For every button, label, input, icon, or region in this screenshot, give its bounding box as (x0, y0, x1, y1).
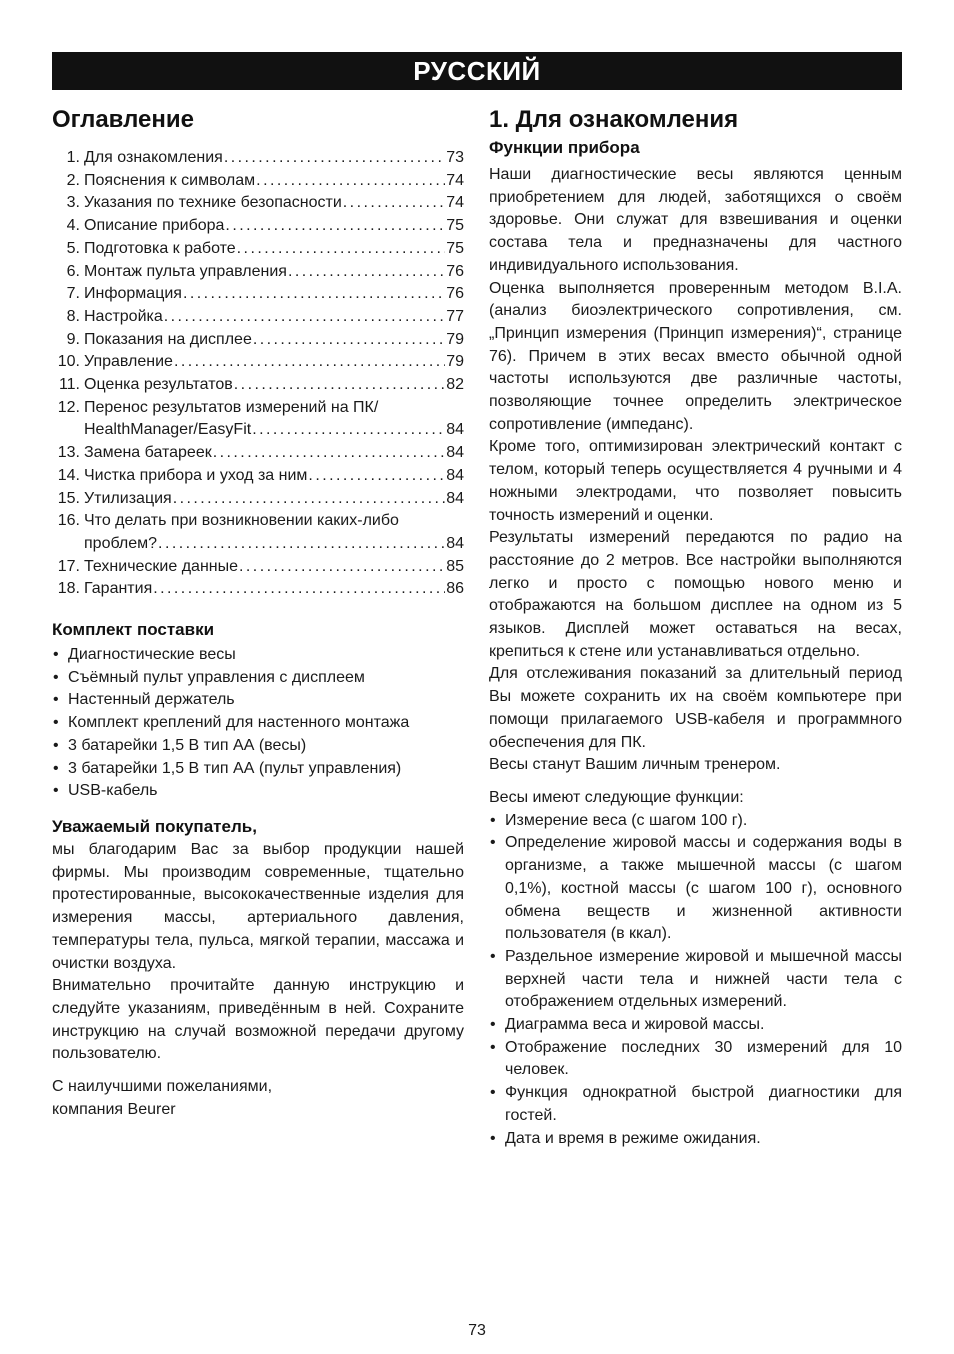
toc-item-page: 79 (446, 353, 464, 371)
right-column (489, 104, 902, 1150)
toc-item[interactable] (52, 147, 464, 170)
toc-item[interactable] (52, 283, 464, 306)
toc-item-label-cont: HealthManager/EasyFit (84, 421, 252, 439)
paragraph: Кроме того, оптимизирован электрический контакт с телом, который теперь осуществляется 4 ручными и 4 ножными электродами, что позволяет повысить точность измерений и оценки. (489, 438, 902, 524)
toc-item-page: 85 (446, 557, 464, 575)
list-item: • Отображение последних 30 измерений для 10 человек. (489, 1037, 902, 1082)
features-list (489, 810, 902, 1151)
toc-item-label: Монтаж пульта управления (84, 262, 287, 280)
toc-dot-leader (288, 261, 445, 284)
list-item: • Определение жировой массы и содержания воды в организме, а также мышечной массы (с шагом 0,1%), костной массы (с шагом 100 г), основного обмена веществ и жизненной активности пользователя (в ккал). (489, 832, 902, 946)
toc-dot-leader (153, 578, 445, 601)
paragraph: Оценка выполняется проверенным методом B.I.A. (анализ биоэлектрического сопротивления, см. „Принцип измерения (Принцип измерения)“, странице 76). Причем в этих весах вместо обычной одной частоты используются две различные частоты, позволяющие точнее определить электрическое сопротивление (импеданс). (489, 279, 902, 433)
toc-item[interactable] (52, 397, 464, 420)
toc-item-page: 76 (446, 262, 464, 280)
toc-item-label: Что делать при возникновении каких-либо (84, 512, 399, 530)
toc-item[interactable] (52, 374, 464, 397)
toc-item-page: 86 (446, 580, 464, 598)
toc-item-label: Замена батареек (84, 444, 212, 462)
toc-item[interactable] (52, 465, 464, 488)
toc-item-number: 7. (66, 285, 80, 303)
toc-dot-leader (343, 192, 445, 215)
list-item: • Функция однократной быстрой диагностики для гостей. (489, 1082, 902, 1127)
toc-dot-leader (308, 465, 445, 488)
toc-dot-leader (256, 170, 445, 193)
toc-dot-leader (224, 147, 445, 170)
toc-item-label: Перенос результатов измерений на ПК/ (84, 398, 379, 416)
toc-item-page: 75 (446, 239, 464, 257)
toc-item-number: 17. (57, 557, 80, 575)
toc-dot-leader (237, 238, 446, 261)
list-item: • Съёмный пульт управления с дисплеем (52, 667, 464, 690)
section-subtitle: Функции прибора (489, 138, 640, 157)
toc-item-page: 84 (446, 444, 464, 462)
toc-item[interactable] (52, 351, 464, 374)
toc-item-page: 84 (446, 489, 464, 507)
list-item: • Раздельное измерение жировой и мышечной массы верхней части тела и нижней части тела с отображением отдельных измерений. (489, 946, 902, 1014)
toc-item-continuation[interactable] (52, 533, 464, 556)
toc-item-label: Технические данные (84, 557, 239, 575)
toc-item-page: 79 (446, 330, 464, 348)
toc-item-number: 13. (57, 444, 80, 462)
toc-item-number: 11. (58, 376, 80, 394)
toc-item[interactable] (52, 238, 464, 261)
list-item: • 3 батарейки 1,5 В тип АА (пульт управления) (52, 758, 464, 781)
toc-item-label: Для ознакомления (84, 149, 223, 166)
toc-item-page: 75 (446, 217, 464, 235)
toc-item[interactable] (52, 578, 464, 601)
toc-item-label-cont: проблем? (84, 534, 158, 552)
toc-item-label: Пояснения к символам (84, 171, 256, 189)
toc-item[interactable] (52, 261, 464, 284)
customer-paragraph: Внимательно прочитайте данную инструкцию и следуйте указаниям, приведённым в ней. Сохраните инструкцию на случай возможной передачи другому пользователю. (52, 977, 464, 1063)
toc-item-label: Указания по технике безопасности (84, 194, 342, 212)
toc-item[interactable] (52, 170, 464, 193)
toc-item-number: 1. (66, 149, 80, 166)
toc-item-number: 12. (57, 398, 80, 416)
list-item: • Диагностические весы (52, 644, 464, 667)
toc-item-label: Гарантия (84, 580, 153, 598)
toc-item-page: 76 (446, 285, 464, 303)
left-column (52, 104, 464, 1121)
toc-dot-leader (164, 306, 445, 329)
toc-item[interactable] (52, 329, 464, 352)
toc-item[interactable] (52, 192, 464, 215)
toc-item-label: Подготовка к работе (84, 239, 236, 257)
toc-dot-leader (158, 533, 445, 556)
toc-item-number: 6. (66, 262, 80, 280)
toc-item-label: Описание прибора (84, 217, 225, 235)
toc-item-page: 74 (446, 171, 464, 189)
toc-item-number: 10. (57, 353, 80, 371)
toc-item-label: Показания на дисплее (84, 330, 252, 348)
delivery-title: Комплект поставки (52, 620, 215, 640)
toc-item[interactable] (52, 556, 464, 579)
toc-item-page: 82 (446, 376, 464, 394)
toc-item-label: Информация (84, 285, 182, 303)
toc-item-number: 8. (66, 307, 80, 325)
delivery-list (52, 644, 464, 803)
toc-item-page: 84 (446, 534, 464, 552)
toc-item-number: 5. (66, 239, 80, 257)
toc-dot-leader (252, 419, 445, 442)
toc-item-label: Утилизация (84, 489, 172, 507)
toc-item-number: 18. (57, 580, 80, 598)
toc-dot-leader (173, 488, 446, 511)
toc-item-number: 14. (57, 466, 80, 484)
toc-item[interactable] (52, 488, 464, 511)
toc-item-page: 77 (446, 307, 464, 325)
customer-title: Уважаемый покупатель, (52, 816, 257, 836)
intro-text (489, 164, 902, 777)
section-title: 1. Для ознакомления (489, 106, 739, 133)
closing-regards: С наилучшими пожеланиями, (52, 1078, 273, 1096)
toc-item-number: 16. (57, 512, 80, 530)
list-item: • Комплект креплений для настенного монтажа (52, 712, 464, 735)
toc-item-label: Чистка прибора и уход за ним (84, 466, 308, 484)
list-item: • 3 батарейки 1,5 В тип АА (весы) (52, 735, 464, 758)
toc-dot-leader (253, 329, 445, 352)
table-of-contents (52, 147, 464, 601)
toc-dot-leader (234, 374, 445, 397)
list-item: • Диаграмма веса и жировой массы. (489, 1014, 902, 1037)
toc-item-label: Управление (84, 353, 173, 371)
toc-dot-leader (239, 556, 445, 579)
toc-item-label: Настройка (84, 307, 163, 325)
toc-dot-leader (225, 215, 445, 238)
toc-item-label: Оценка результатов (84, 376, 233, 394)
list-item: • Настенный держатель (52, 689, 464, 712)
company-signature: компания Beurer (52, 1100, 176, 1118)
list-item: • Измерение веса (с шагом 100 г). (489, 810, 902, 833)
toc-item-page: 84 (446, 421, 464, 439)
paragraph: Для отслеживания показаний за длительный период Вы можете сохранить их на своём компьютере при помощи прилагаемого USB-кабеля и программного обеспечения для ПК. (489, 665, 902, 751)
toc-item[interactable] (52, 510, 464, 533)
toc-item-page: 74 (446, 194, 464, 212)
toc-item-number: 4. (66, 217, 80, 235)
toc-item-page: 84 (446, 466, 464, 484)
page-number: 73 (468, 1322, 486, 1339)
list-item: • Дата и время в режиме ожидания. (489, 1128, 902, 1151)
toc-item-number: 9. (66, 330, 80, 348)
customer-paragraph: мы благодарим Вас за выбор продукции нашей фирмы. Мы производим современные, тщательно протестированные, высококачественные изделия для измерения массы, артериального давления, температуры тела, пульса, мягкой терапии, массажа и очистки воздуха. (52, 840, 464, 972)
toc-item-number: 15. (57, 489, 80, 507)
toc-item[interactable] (52, 442, 464, 465)
list-item: • USB-кабель (52, 780, 464, 803)
toc-item[interactable] (52, 306, 464, 329)
toc-item-page: 73 (446, 149, 464, 166)
toc-title: Оглавление (52, 106, 194, 133)
paragraph: Наши диагностические весы являются ценным приобретением для людей, заботящихся о своём здоровье. Они служат для взвешивания и оценки состава тела и предназначены для частного индивидуального использования. (489, 166, 902, 274)
toc-dot-leader (183, 283, 445, 306)
toc-dot-leader (174, 351, 445, 374)
paragraph: Весы станут Вашим личным тренером. (489, 756, 781, 774)
toc-item-continuation[interactable] (52, 419, 464, 442)
toc-item-number: 2. (66, 171, 80, 189)
toc-item-number: 3. (66, 194, 80, 212)
paragraph: Результаты измерений передаются по радио на расстояние до 2 метров. Все настройки выполняются легко и просто с помощью нового меню и отображаются на большом дисплее на одном из 5 языков. Дисплей может оставаться на весах, крепиться к стене или устанавливаться отдельно. (489, 529, 902, 660)
features-intro: Весы имеют следующие функции: (489, 788, 744, 806)
toc-item[interactable] (52, 215, 464, 238)
toc-dot-leader (213, 442, 445, 465)
language-banner: РУССКИЙ (52, 52, 902, 90)
